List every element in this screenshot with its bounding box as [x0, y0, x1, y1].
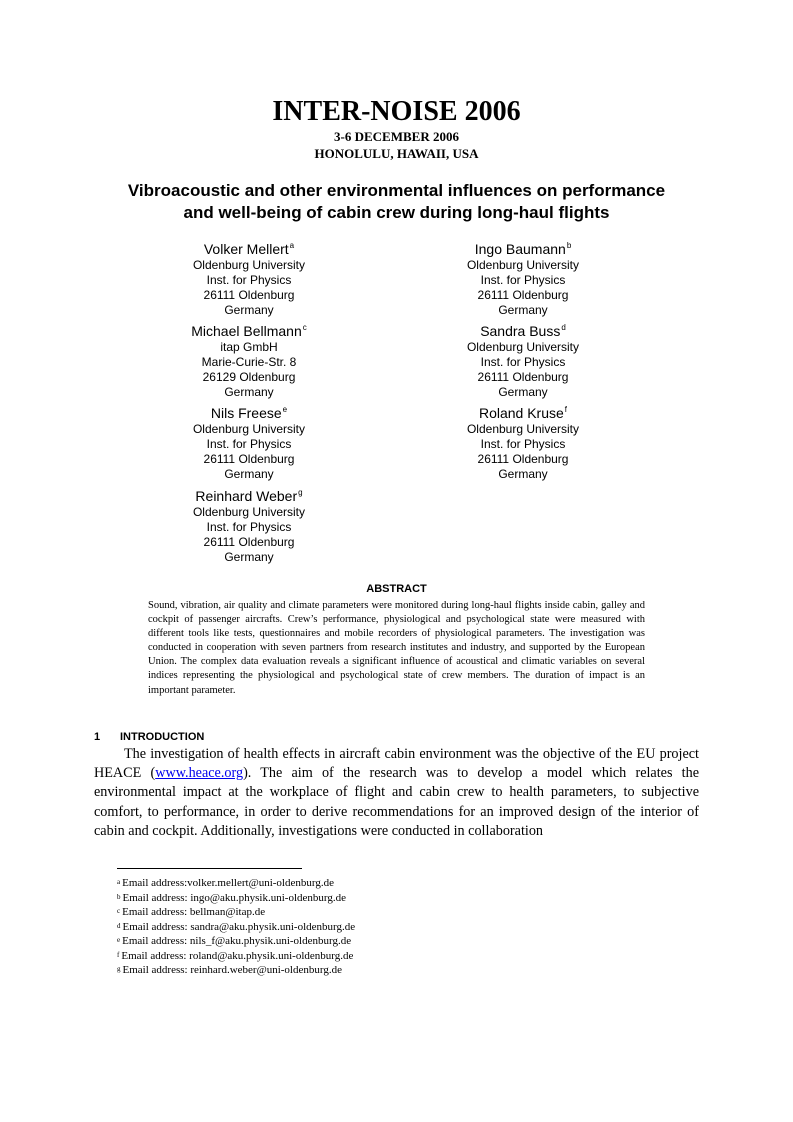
author-footnote-mark: d	[561, 323, 566, 332]
author-block	[403, 240, 643, 318]
footnote-email: Email address: ingo@aku.physik.uni-oldenburg.de	[122, 891, 346, 904]
footnote-mark: c	[117, 907, 121, 915]
footnote-email: Email address: sandra@aku.physik.uni-oldenburg.de	[122, 920, 356, 933]
footnote-mark: a	[117, 878, 121, 886]
author-block	[403, 322, 643, 400]
intro-text-start: The investigation of health effects in aircraft cabin environment was the objective of the EU project HEACE (	[94, 746, 699, 782]
author-affiliation-line: 26111 Oldenburg	[477, 288, 569, 302]
author-affiliation-line: 26111 Oldenburg	[203, 452, 295, 466]
author-affiliation-line: Inst. for Physics	[206, 273, 292, 287]
author-name: Volker Mellert	[203, 241, 289, 257]
footnote-mark: f	[117, 950, 120, 959]
author-affiliation-line: itap GmbH	[220, 340, 278, 354]
author-affiliation-line: Germany	[498, 303, 548, 317]
author-affiliation-line: 26111 Oldenburg	[477, 452, 569, 466]
abstract-heading: ABSTRACT	[366, 583, 427, 595]
author-name: Michael Bellmann	[191, 323, 302, 339]
author-block	[129, 240, 369, 318]
author-name: Roland Kruse	[478, 405, 564, 421]
author-affiliation-line: Inst. for Physics	[206, 437, 292, 451]
author-affiliation-line: Germany	[224, 385, 274, 399]
abstract-text: Sound, vibration, air quality and climate parameters were monitored during long-haul flights inside cabin, galley and cockpit of passenger aircrafts. Crew’s performance, physiological and psychological state were measured with different tools like tests, questionnaires and mobile recorders of physiological parameters. The investigation was conducted in cooperation with seven partners from research institutes and industry, and supported by the European Union. The complex data evaluation reveals a significant influence of acoustical and climatic variables on several indices representing the physiological and psychological state of crew members. The duration of impact is an important parameter.	[148, 600, 645, 696]
author-block	[129, 322, 369, 400]
footnote	[117, 891, 617, 906]
footnote	[117, 920, 617, 935]
introduction-paragraph	[94, 745, 699, 841]
author-affiliation-line: Oldenburg University	[466, 340, 580, 354]
footnote-mark: b	[117, 892, 121, 901]
footnote-email: Email address:volker.mellert@uni-oldenburg.de	[122, 877, 334, 889]
footnotes	[117, 876, 617, 978]
author-block	[403, 404, 643, 482]
author-name: Reinhard Weber	[195, 488, 298, 504]
section-heading	[94, 731, 204, 743]
section-title: INTRODUCTION	[120, 731, 205, 743]
footnote	[117, 905, 617, 920]
author-name: Sandra Buss	[480, 323, 561, 339]
author-affiliation-line: 26111 Oldenburg	[477, 370, 569, 384]
intro-text-end: ). The aim of the research was to develop a model which relates the environmental impact at the workplace of flight and cabin crew to health parameters, to subjective comfort, to performance, in order to derive recommendations for an improved design of the interior of cabin and cockpit. Additionally, investigations were conducted in collaboration	[94, 765, 700, 839]
author-affiliation-line: Germany	[224, 303, 274, 317]
author-footnote-mark: g	[298, 488, 303, 497]
author-affiliation-line: Inst. for Physics	[480, 273, 566, 287]
author-affiliation-line: Oldenburg University	[192, 422, 306, 436]
author-affiliation-line: Marie-Curie-Str. 8	[201, 355, 297, 369]
author-footnote-mark: c	[302, 323, 307, 332]
footnote-email: Email address: bellman@itap.de	[122, 906, 266, 918]
author-affiliation-line: Inst. for Physics	[480, 437, 566, 451]
author-affiliation-line: Oldenburg University	[466, 258, 580, 272]
author-affiliation-line: Oldenburg University	[192, 258, 306, 272]
footnote-mark: e	[117, 936, 121, 944]
footnote-email: Email address: nils_f@aku.physik.uni-oldenburg.de	[122, 935, 352, 947]
footnote-email: Email address: roland@aku.physik.uni-oldenburg.de	[121, 949, 354, 962]
author-affiliation-line: Germany	[498, 467, 548, 481]
author-affiliation-line: Germany	[224, 550, 274, 564]
author-affiliation-line: Germany	[498, 385, 548, 399]
author-affiliation-line: Inst. for Physics	[206, 520, 292, 534]
footnote	[117, 949, 617, 964]
paper-title	[90, 180, 703, 224]
author-affiliation-line: Inst. for Physics	[480, 355, 566, 369]
footnote	[117, 934, 617, 949]
author-footnote-mark: e	[282, 405, 288, 414]
footnote	[117, 963, 617, 978]
heace-link[interactable]: www.heace.org	[155, 765, 244, 782]
author-name: Ingo Baumann	[474, 241, 566, 257]
author-footnote-mark: b	[566, 241, 572, 250]
author-affiliation-line: 26111 Oldenburg	[203, 288, 295, 302]
footnote-mark: d	[117, 921, 121, 930]
conference-location: HONOLULU, HAWAII, USA	[314, 146, 479, 161]
author-affiliation-line: Germany	[224, 467, 274, 481]
author-affiliation-line: Oldenburg University	[192, 505, 306, 519]
author-block	[129, 487, 369, 565]
conference-title: INTER-NOISE 2006	[272, 96, 521, 127]
section-number: 1	[94, 731, 101, 743]
author-footnote-mark: a	[289, 241, 295, 250]
footnote-mark: g	[117, 965, 121, 973]
author-affiliation-line: Oldenburg University	[466, 422, 580, 436]
footnote	[117, 876, 617, 891]
author-affiliation-line: 26111 Oldenburg	[203, 535, 295, 549]
author-footnote-mark: f	[564, 405, 568, 414]
footnote-email: Email address: reinhard.weber@uni-oldenburg.de	[122, 964, 342, 976]
paper-title-line-2: and well-being of cabin crew during long-haul flights	[183, 203, 610, 222]
conference-dates: 3-6 DECEMBER 2006	[334, 129, 459, 144]
author-affiliation-line: 26129 Oldenburg	[202, 370, 296, 384]
footnote-separator	[117, 868, 302, 869]
author-block	[129, 404, 369, 482]
author-name: Nils Freese	[210, 405, 282, 421]
paper-title-line-1: Vibroacoustic and other environmental influences on performance	[127, 181, 666, 200]
